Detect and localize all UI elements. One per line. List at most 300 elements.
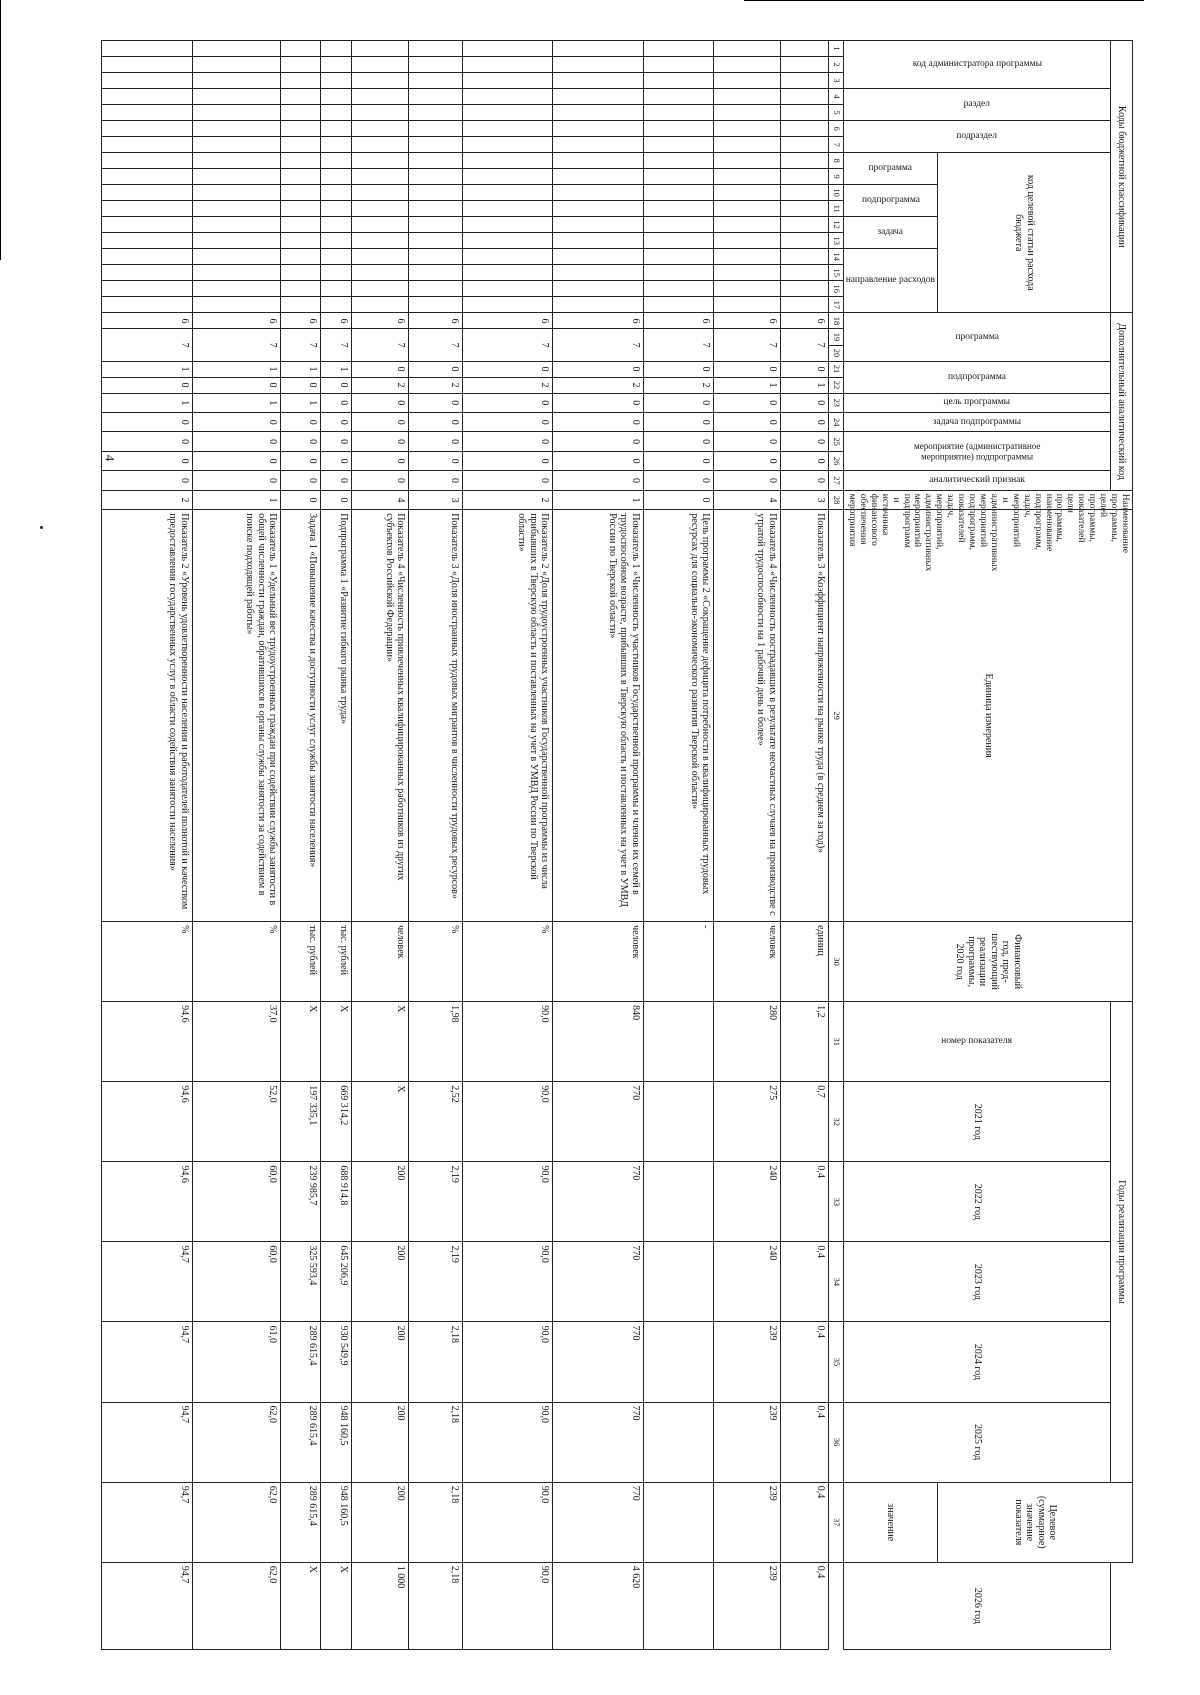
column-number: 23: [829, 393, 844, 412]
table-row: [643, 41, 714, 1650]
analytic-code-cell: 1: [193, 361, 281, 377]
indicator-name: Показатель 2 «Уровень удовлетворенности населения и работодателей полнотой и качеством предоставления государственных услуг в области содействия занятости населения»: [102, 510, 193, 922]
budget-code-cell: [281, 137, 321, 153]
budget-code-cell: [193, 121, 281, 137]
analytic-code-cell: 0: [462, 412, 553, 431]
budget-code-cell: [281, 297, 321, 313]
unit-cell: %: [462, 922, 553, 1002]
budget-code-cell: [281, 153, 321, 169]
budget-code-cell: [193, 169, 281, 185]
budget-code-cell: [321, 57, 352, 73]
budget-code-cell: [321, 249, 352, 265]
analytic-code-cell: 0: [462, 393, 553, 412]
budget-code-cell: [780, 233, 829, 249]
budget-code-cell: [352, 281, 409, 297]
table-row: [193, 41, 281, 1650]
budget-code-cell: [193, 233, 281, 249]
budget-code-cell: [553, 297, 644, 313]
analytic-code-cell: 0: [714, 412, 780, 431]
budget-code-cell: [553, 121, 644, 137]
target-value: X: [321, 1562, 352, 1649]
column-number: 6: [829, 121, 844, 137]
budget-code-cell: [352, 217, 409, 233]
budget-code-cell: [193, 185, 281, 201]
budget-code-cell: [352, 249, 409, 265]
budget-code-cell: [462, 185, 553, 201]
target-value: 4 620: [553, 1562, 644, 1649]
budget-code-cell: [193, 281, 281, 297]
analytic-code-cell: 0: [643, 393, 714, 412]
budget-code-cell: [462, 297, 553, 313]
header-name: Наименование программы, целей программы, показателей цели программы, наименование подпрограмм, задач, мероприятий и административных мероприятий подпрограмм, показателей задач, мероприятий, административных мероприятий подпрограмм и источника финансового обеспечения мероприятия: [844, 490, 1133, 509]
analytic-code-cell: 7: [553, 329, 644, 361]
budget-code-cell: [352, 169, 409, 185]
budget-code-cell: [281, 249, 321, 265]
budget-code-cell: [409, 249, 462, 265]
header-fin-year: Финансовый год, пред-шествующий реализации программы, 2020 год: [844, 922, 1133, 1002]
value-2026: 239: [714, 1482, 780, 1562]
page-number: 4: [102, 454, 118, 462]
analytic-code-cell: 4: [352, 490, 409, 509]
budget-code-cell: [281, 265, 321, 281]
column-number: 9: [829, 169, 844, 185]
budget-code-cell: [321, 201, 352, 217]
header-admin-code: код администратора программы: [844, 41, 1111, 89]
unit-cell: человек: [553, 922, 644, 1002]
budget-code-cell: [714, 137, 780, 153]
budget-code-cell: [780, 217, 829, 233]
unit-cell: %: [193, 922, 281, 1002]
indicator-name: Показатель 3 «Коэффициент напряженности на рынке труда (в среднем за год)»: [780, 510, 829, 922]
header-budget-codes: Коды бюджетной классификации: [1111, 41, 1133, 313]
header-dc-indicator: номер показателя: [844, 1002, 1111, 1082]
value-2026: 0,4: [780, 1482, 829, 1562]
analytic-code-cell: 7: [352, 329, 409, 361]
indicator-name: Показатель 4 «Численность привлеченных квалифицированных работников из других субъектов Российской Федерации»: [352, 510, 409, 922]
column-number: 35: [829, 1322, 844, 1402]
budget-code-cell: [409, 217, 462, 233]
target-value: 90,0: [462, 1562, 553, 1649]
header-years: Годы реализации программы: [1111, 1002, 1133, 1483]
budget-code-cell: [409, 105, 462, 121]
budget-code-cell: [462, 73, 553, 89]
value-2020: 37,0: [193, 1002, 281, 1082]
analytic-code-cell: 0: [321, 412, 352, 431]
column-number: 7: [829, 137, 844, 153]
value-2023: 60,0: [193, 1242, 281, 1322]
budget-code-cell: [714, 105, 780, 121]
column-number: 16: [829, 281, 844, 297]
analytic-code-cell: 6: [321, 313, 352, 329]
budget-code-cell: [553, 105, 644, 121]
budget-code-cell: [780, 297, 829, 313]
analytic-code-cell: 0: [462, 361, 553, 377]
analytic-code-cell: 0: [643, 490, 714, 509]
budget-code-cell: [102, 57, 193, 73]
column-number: 24: [829, 412, 844, 431]
value-2022: 2,19: [409, 1162, 462, 1242]
budget-code-cell: [780, 121, 829, 137]
analytic-code-cell: 7: [462, 329, 553, 361]
table-row: [102, 41, 193, 1650]
budget-code-cell: [193, 297, 281, 313]
analytic-code-cell: 7: [409, 329, 462, 361]
budget-code-cell: [462, 137, 553, 153]
budget-code-cell: [643, 121, 714, 137]
value-2025: 90,0: [462, 1402, 553, 1482]
indicator-name: Показатель 1 «Численность участников Государственной программы и членов их семей в трудоспособном возрасте, прибывших в Тверскую область и поставленных на учет в УМВД России по Тверской области»: [553, 510, 644, 922]
value-2022: 60,0: [193, 1162, 281, 1242]
column-number: 30: [829, 922, 844, 1002]
analytic-code-cell: 1: [281, 361, 321, 377]
target-value: 62,0: [193, 1562, 281, 1649]
indicator-name: Показатель 2 «Доля трудоустроенных участников Государственной программы из числа прибывших в Тверскую область и поставленных на учет в УМВД России по Тверской области»: [462, 510, 553, 922]
budget-code-cell: [553, 233, 644, 249]
budget-code-cell: [193, 73, 281, 89]
analytic-code-cell: 0: [409, 393, 462, 412]
budget-code-cell: [643, 153, 714, 169]
value-2022: 90,0: [462, 1162, 553, 1242]
value-2020: 840: [553, 1002, 644, 1082]
value-2020: 1,98: [409, 1002, 462, 1082]
budget-code-cell: [462, 169, 553, 185]
unit-cell: %: [409, 922, 462, 1002]
table-row: [462, 41, 553, 1650]
analytic-code-cell: 0: [462, 471, 553, 490]
budget-code-cell: [553, 281, 644, 297]
column-number: 33: [829, 1162, 844, 1242]
unit-cell: единиц: [780, 922, 829, 1002]
budget-code-cell: [281, 41, 321, 57]
budget-code-cell: [643, 249, 714, 265]
budget-code-cell: [409, 233, 462, 249]
value-2023: 200: [352, 1242, 409, 1322]
budget-code-cell: [553, 249, 644, 265]
budget-code-cell: [321, 105, 352, 121]
value-2021: X: [352, 1082, 409, 1162]
analytic-code-cell: 0: [409, 361, 462, 377]
header-year-2022: 2022 год: [844, 1162, 1111, 1242]
analytic-code-cell: 0: [409, 471, 462, 490]
analytic-code-cell: 1: [553, 490, 644, 509]
target-value: 1 000: [352, 1562, 409, 1649]
table-row: [281, 41, 321, 1650]
analytic-code-cell: 0: [281, 490, 321, 509]
budget-code-cell: [462, 265, 553, 281]
target-value: X: [281, 1562, 321, 1649]
value-2020: 1,2: [780, 1002, 829, 1082]
budget-code-cell: [352, 89, 409, 105]
analytic-code-cell: 0: [553, 432, 644, 451]
analytic-code-cell: 7: [643, 329, 714, 361]
budget-code-cell: [321, 73, 352, 89]
analytic-code-cell: 2: [643, 377, 714, 393]
value-2026: [643, 1482, 714, 1562]
budget-code-cell: [462, 89, 553, 105]
budget-code-cell: [102, 89, 193, 105]
header-subprogram: подпрограмма: [844, 185, 938, 217]
budget-code-cell: [193, 201, 281, 217]
budget-code-cell: [780, 249, 829, 265]
value-2023: 0,4: [780, 1242, 829, 1322]
value-2020: 280: [714, 1002, 780, 1082]
indicator-name: Показатель 1 «Удельный вес трудоустроенных граждан при содействии службы занятости в общей численности граждан, обратившихся в органы службы занятости за содействием в поиске подходящей работы»: [193, 510, 281, 922]
budget-code-cell: [409, 121, 462, 137]
budget-code-cell: [714, 201, 780, 217]
column-number: 22: [829, 377, 844, 393]
value-2021: 94,6: [102, 1082, 193, 1162]
value-2021: 2,52: [409, 1082, 462, 1162]
budget-code-cell: [281, 233, 321, 249]
value-2024: 94,7: [102, 1322, 193, 1402]
budget-code-cell: [352, 153, 409, 169]
value-2021: 275: [714, 1082, 780, 1162]
column-number: 11: [829, 201, 844, 217]
header-unit: Единица измерения: [844, 510, 1133, 922]
budget-code-cell: [193, 249, 281, 265]
budget-code-cell: [462, 41, 553, 57]
analytic-code-cell: 1: [102, 393, 193, 412]
budget-code-cell: [553, 89, 644, 105]
analytic-code-cell: 6: [409, 313, 462, 329]
value-2026: 2,18: [409, 1482, 462, 1562]
budget-code-cell: [714, 249, 780, 265]
analytic-code-cell: 0: [352, 451, 409, 470]
value-2022: 770: [553, 1162, 644, 1242]
budget-code-cell: [462, 233, 553, 249]
analytic-code-cell: 0: [409, 451, 462, 470]
value-2024: 239: [714, 1322, 780, 1402]
analytic-code-cell: 7: [102, 329, 193, 361]
budget-code-cell: [352, 297, 409, 313]
budget-code-cell: [193, 41, 281, 57]
budget-code-cell: [714, 185, 780, 201]
column-number: 29: [829, 510, 844, 922]
analytic-code-cell: 0: [102, 412, 193, 431]
analytic-code-cell: 0: [409, 432, 462, 451]
budget-code-cell: [714, 89, 780, 105]
analytic-code-cell: 6: [553, 313, 644, 329]
budget-code-cell: [462, 105, 553, 121]
analytic-code-cell: 0: [193, 412, 281, 431]
value-2024: 930 549,9: [321, 1322, 352, 1402]
budget-code-cell: [780, 201, 829, 217]
analytic-code-cell: 0: [780, 471, 829, 490]
column-number: 3: [829, 73, 844, 89]
value-2023: 770: [553, 1242, 644, 1322]
column-number: 12: [829, 217, 844, 233]
budget-code-cell: [321, 41, 352, 57]
budget-code-cell: [409, 185, 462, 201]
unit-cell: -: [643, 922, 714, 1002]
value-2020: 94,6: [102, 1002, 193, 1082]
budget-code-cell: [321, 169, 352, 185]
analytic-code-cell: 2: [462, 377, 553, 393]
budget-code-cell: [321, 137, 352, 153]
budget-code-cell: [714, 169, 780, 185]
analytic-code-cell: 1: [193, 393, 281, 412]
budget-code-cell: [643, 233, 714, 249]
analytic-code-cell: 0: [352, 361, 409, 377]
analytic-code-cell: 4: [714, 490, 780, 509]
column-number: 2: [829, 57, 844, 73]
budget-code-cell: [780, 105, 829, 121]
budget-code-cell: [714, 233, 780, 249]
crop-mark-left: [0, 0, 1, 260]
table-row: [321, 41, 352, 1650]
analytic-code-cell: 0: [281, 451, 321, 470]
budget-code-cell: [643, 201, 714, 217]
budget-code-cell: [352, 105, 409, 121]
header-target: Целевое (суммарное) значение показателя: [938, 1482, 1133, 1562]
analytic-code-cell: 0: [714, 451, 780, 470]
table-row: [780, 41, 829, 1650]
budget-code-cell: [780, 57, 829, 73]
budget-code-cell: [462, 217, 553, 233]
column-number: 19: [829, 329, 844, 345]
budget-code-cell: [553, 169, 644, 185]
analytic-code-cell: 0: [321, 471, 352, 490]
budget-code-cell: [102, 41, 193, 57]
budget-code-cell: [281, 217, 321, 233]
analytic-code-cell: 0: [462, 451, 553, 470]
budget-code-cell: [780, 185, 829, 201]
column-number: 18: [829, 313, 844, 329]
budget-code-cell: [102, 185, 193, 201]
header-dc-program: программа: [844, 313, 1111, 361]
value-2023: 645 206,9: [321, 1242, 352, 1322]
header-dc-subprogram: подпрограмма: [844, 361, 1111, 393]
budget-code-cell: [102, 281, 193, 297]
analytic-code-cell: 7: [780, 329, 829, 361]
column-number: 10: [829, 185, 844, 201]
budget-code-cell: [780, 137, 829, 153]
column-number: 36: [829, 1402, 844, 1482]
budget-code-cell: [780, 169, 829, 185]
budget-code-cell: [462, 121, 553, 137]
analytic-code-cell: 0: [102, 471, 193, 490]
column-number: 1: [829, 41, 844, 57]
scan-speck: [40, 526, 43, 529]
budget-code-cell: [352, 41, 409, 57]
analytic-code-cell: 0: [321, 432, 352, 451]
analytic-code-cell: 0: [102, 377, 193, 393]
analytic-code-cell: 0: [553, 471, 644, 490]
budget-code-cell: [553, 265, 644, 281]
analytic-code-cell: 7: [193, 329, 281, 361]
analytic-code-cell: 6: [462, 313, 553, 329]
analytic-code-cell: 0: [643, 451, 714, 470]
analytic-code-cell: 0: [321, 393, 352, 412]
analytic-code-cell: 7: [321, 329, 352, 361]
value-2022: 688 914,8: [321, 1162, 352, 1242]
unit-cell: тыс. рублей: [281, 922, 321, 1002]
budget-code-cell: [281, 73, 321, 89]
header-year-2021: 2021 год: [844, 1082, 1111, 1162]
budget-code-cell: [409, 169, 462, 185]
analytic-code-cell: 2: [102, 490, 193, 509]
analytic-code-cell: 0: [281, 412, 321, 431]
analytic-code-cell: 1: [321, 361, 352, 377]
budget-code-cell: [321, 281, 352, 297]
unit-cell: %: [102, 922, 193, 1002]
budget-code-cell: [780, 73, 829, 89]
value-2020: [643, 1002, 714, 1082]
value-2022: 239 985,7: [281, 1162, 321, 1242]
value-2020: 90,0: [462, 1002, 553, 1082]
rotated-table-wrapper: [166, 40, 1133, 1650]
analytic-code-cell: 0: [352, 412, 409, 431]
budget-code-cell: [409, 41, 462, 57]
value-2021: 770: [553, 1082, 644, 1162]
column-number: 20: [829, 345, 844, 361]
budget-code-cell: [102, 169, 193, 185]
value-2025: 239: [714, 1402, 780, 1482]
budget-code-cell: [780, 41, 829, 57]
budget-code-cell: [409, 57, 462, 73]
header-dc-event: мероприятие (административное мероприятие) подпрограммы: [844, 432, 1111, 471]
value-2023: 325 593,4: [281, 1242, 321, 1322]
value-2026: 200: [352, 1482, 409, 1562]
budget-code-cell: [281, 201, 321, 217]
value-2022: 240: [714, 1162, 780, 1242]
header-extra-code: Дополнительный аналитический код: [1111, 313, 1133, 490]
analytic-code-cell: 6: [193, 313, 281, 329]
analytic-code-cell: 6: [714, 313, 780, 329]
budget-code-cell: [102, 153, 193, 169]
value-2022: [643, 1162, 714, 1242]
value-2020: X: [352, 1002, 409, 1082]
analytic-code-cell: 0: [780, 361, 829, 377]
budget-code-cell: [193, 265, 281, 281]
value-2023: 90,0: [462, 1242, 553, 1322]
budget-code-cell: [102, 265, 193, 281]
budget-code-cell: [409, 297, 462, 313]
header-year-2025: 2025 год: [844, 1402, 1111, 1482]
value-2021: 90,0: [462, 1082, 553, 1162]
budget-code-cell: [281, 121, 321, 137]
analytic-code-cell: 0: [193, 377, 281, 393]
table-row: [553, 41, 644, 1650]
budget-code-cell: [553, 73, 644, 89]
value-2021: 669 314,2: [321, 1082, 352, 1162]
budget-code-cell: [409, 73, 462, 89]
header-target-code: код целевой статьи расхода бюджета: [938, 153, 1111, 313]
analytic-code-cell: 0: [352, 393, 409, 412]
analytic-code-cell: 2: [462, 490, 553, 509]
value-2026: 90,0: [462, 1482, 553, 1562]
value-2023: [643, 1242, 714, 1322]
column-number: 21: [829, 361, 844, 377]
budget-code-cell: [102, 217, 193, 233]
analytic-code-cell: 0: [553, 451, 644, 470]
analytic-code-cell: 0: [193, 471, 281, 490]
analytic-code-cell: 0: [714, 393, 780, 412]
budget-code-cell: [352, 201, 409, 217]
column-number: 17: [829, 297, 844, 313]
analytic-code-cell: 0: [643, 432, 714, 451]
budget-code-cell: [352, 265, 409, 281]
budget-code-cell: [409, 153, 462, 169]
budget-code-cell: [321, 233, 352, 249]
budget-code-cell: [462, 281, 553, 297]
budget-code-cell: [643, 105, 714, 121]
header-section: раздел: [844, 89, 1111, 121]
header-expense-direction: направление расходов: [844, 249, 938, 313]
analytic-code-cell: 0: [102, 432, 193, 451]
value-2026: 62,0: [193, 1482, 281, 1562]
value-2024: 2,18: [409, 1322, 462, 1402]
